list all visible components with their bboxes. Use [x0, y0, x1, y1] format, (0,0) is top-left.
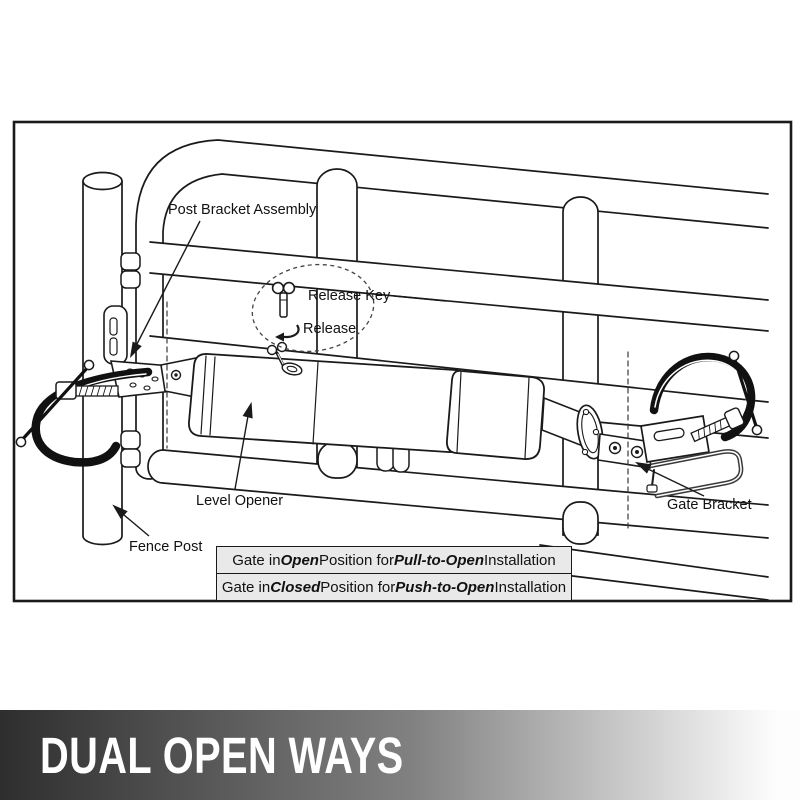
installation-caption-box	[216, 546, 572, 601]
caption-state: Open	[280, 551, 319, 569]
caption-state: Closed	[270, 578, 321, 596]
label-level-opener: Level Opener	[196, 493, 284, 509]
caption-text: Position for	[320, 578, 396, 596]
caption-mode: Push-to-Open	[395, 578, 495, 596]
caption-text: Installation	[484, 551, 556, 569]
caption-text: Installation	[494, 578, 567, 596]
caption-text: Gate in	[221, 578, 271, 596]
bottom-banner	[0, 710, 800, 800]
caption-text: Gate in	[232, 551, 281, 569]
gate-stile-right	[563, 197, 598, 535]
caption-mode: Pull-to-Open	[394, 551, 485, 569]
label-gate-bracket: Gate Bracket	[667, 497, 752, 513]
caption-push-to-open	[217, 573, 571, 600]
label-fence-post: Fence Post	[129, 539, 203, 555]
caption-text: Position for	[318, 551, 395, 569]
label-post-bracket-assembly: Post Bracket Assembly	[168, 202, 317, 218]
banner-title: DUAL OPEN WAYS	[40, 726, 404, 784]
label-release-key: Release Key	[308, 288, 391, 304]
caption-pull-to-open	[217, 547, 571, 573]
label-release: Release	[303, 321, 357, 337]
